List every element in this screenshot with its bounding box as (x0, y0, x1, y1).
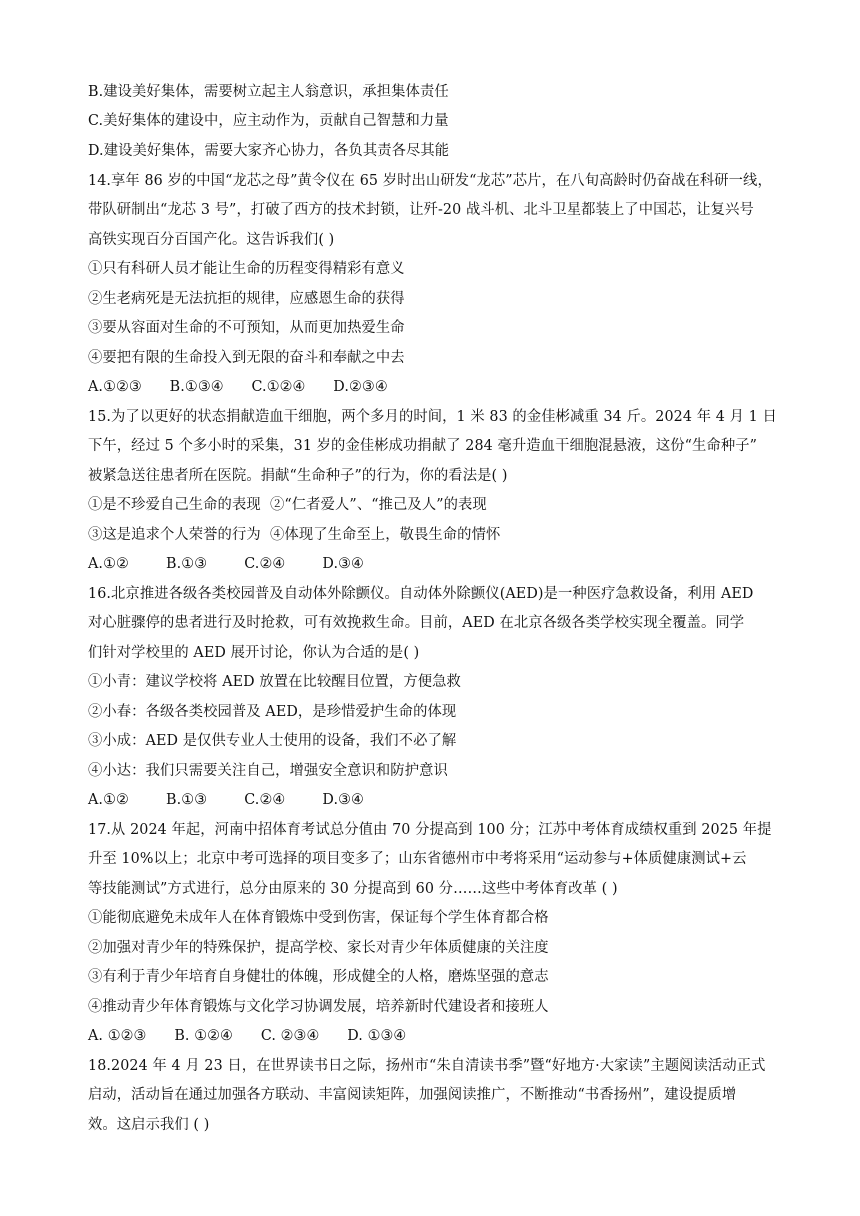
option-line: B.建设美好集体，需要树立起主人翁意识，承担集体责任 (88, 84, 449, 100)
statement-line: ③有利于青少年培育自身健壮的体魄，形成健全的人格，磨炼坚强的意志 (88, 969, 549, 985)
answer-choices: A.①② B.①③ C.②④ D.③④ (88, 792, 364, 808)
statement-line: ②加强对青少年的特殊保护，提高学校、家长对青少年体质健康的关注度 (88, 940, 549, 956)
answer-choices: A.①②③ B.①③④ C.①②④ D.②③④ (88, 379, 388, 395)
statement-line: ①只有科研人员才能让生命的历程变得精彩有意义 (88, 261, 405, 277)
statement-line: ①能彻底避免未成年人在体育锻炼中受到伤害，保证每个学生体育都合格 (88, 910, 549, 926)
question-16-text: 16.北京推进各级各类校园普及自动体外除颤仪。自动体外除颤仪(AED)是一种医疗急救设备，利用 AED (88, 586, 754, 602)
statement-line: ①小青：建议学校将 AED 放置在比较醒目位置，方便急救 (88, 674, 461, 690)
statement-line: ④小达：我们只需要关注自己，增强安全意识和防护意识 (88, 763, 448, 779)
option-line: D.建设美好集体，需要大家齐心协力，各负其责各尽其能 (88, 143, 450, 159)
question-17-text: 等技能测试”方式进行，总分由原来的 30 分提高到 60 分……这些中考体育改革 ( ) (88, 881, 618, 897)
question-18-text: 18.2024 年 4 月 23 日，在世界读书日之际，扬州市“朱自清读书季”暨“好地方·大家读”主题阅读活动正式 (88, 1058, 766, 1074)
question-17-text: 17.从 2024 年起，河南中招体育考试总分值由 70 分提高到 100 分；江苏中考体育成绩权重到 2025 年提 (88, 822, 772, 838)
statement-line: ①是不珍爱自己生命的表现 ②“仁者爱人”、“推己及人”的表现 (88, 497, 487, 513)
question-17-text: 升至 10%以上；北京中考可选择的项目变多了；山东省德州市中考将采用“运动参与+体质健康测试+云 (88, 851, 747, 867)
question-16-text: 对心脏骤停的患者进行及时抢救，可有效挽救生命。目前，AED 在北京各级各类学校实现全覆盖。同学 (88, 615, 745, 631)
question-15-text: 下午，经过 5 个多小时的采集，31 岁的金佳彬成功捐献了 284 毫升造血干细胞混悬液，这份“生命种子” (88, 438, 758, 454)
statement-line: ③要从容面对生命的不可预知，从而更加热爱生命 (88, 320, 405, 336)
question-15-text: 15.为了以更好的状态捐献造血干细胞，两个多月的时间，1 米 83 的金佳彬减重 34 斤。2024 年 4 月 1 日 (88, 409, 777, 425)
statement-line: ②小春：各级各类校园普及 AED，是珍惜爱护生命的体现 (88, 704, 457, 720)
answer-choices: A. ①②③ B. ①②④ C. ②③④ D. ①③④ (88, 1028, 407, 1044)
question-16-text: 们针对学校里的 AED 展开讨论，你认为合适的是( ) (88, 645, 420, 661)
option-line: C.美好集体的建设中，应主动作为，贡献自己智慧和力量 (88, 113, 449, 129)
question-18-text: 效。这启示我们 ( ) (88, 1117, 210, 1133)
statement-line: ②生老病死是无法抗拒的规律，应感恩生命的获得 (88, 291, 405, 307)
statement-line: ③小成：AED 是仅供专业人士使用的设备，我们不必了解 (88, 733, 457, 749)
answer-choices: A.①② B.①③ C.②④ D.③④ (88, 556, 364, 572)
question-15-text: 被紧急送往患者所在医院。捐献“生命种子”的行为，你的看法是( ) (88, 468, 508, 484)
question-14-text: 带队研制出“龙芯 3 号”，打破了西方的技术封锁，让歼-20 战斗机、北斗卫星都装上了中国芯，让复兴号 (88, 202, 754, 218)
statement-line: ④推动青少年体育锻炼与文化学习协调发展，培养新时代建设者和接班人 (88, 999, 549, 1015)
question-14-text: 高铁实现百分百国产化。这告诉我们( ) (88, 232, 335, 248)
question-14-text: 14.享年 86 岁的中国“龙芯之母”黄令仪在 65 岁时出山研发“龙芯”芯片，在八旬高龄时仍奋战在科研一线， (88, 173, 772, 189)
statement-line: ③这是追求个人荣誉的行为 ④体现了生命至上，敬畏生命的情怀 (88, 527, 501, 543)
statement-line: ④要把有限的生命投入到无限的奋斗和奉献之中去 (88, 350, 405, 366)
question-18-text: 启动，活动旨在通过加强各方联动、丰富阅读矩阵，加强阅读推广，不断推动“书香扬州”，建设提质增 (88, 1087, 737, 1103)
